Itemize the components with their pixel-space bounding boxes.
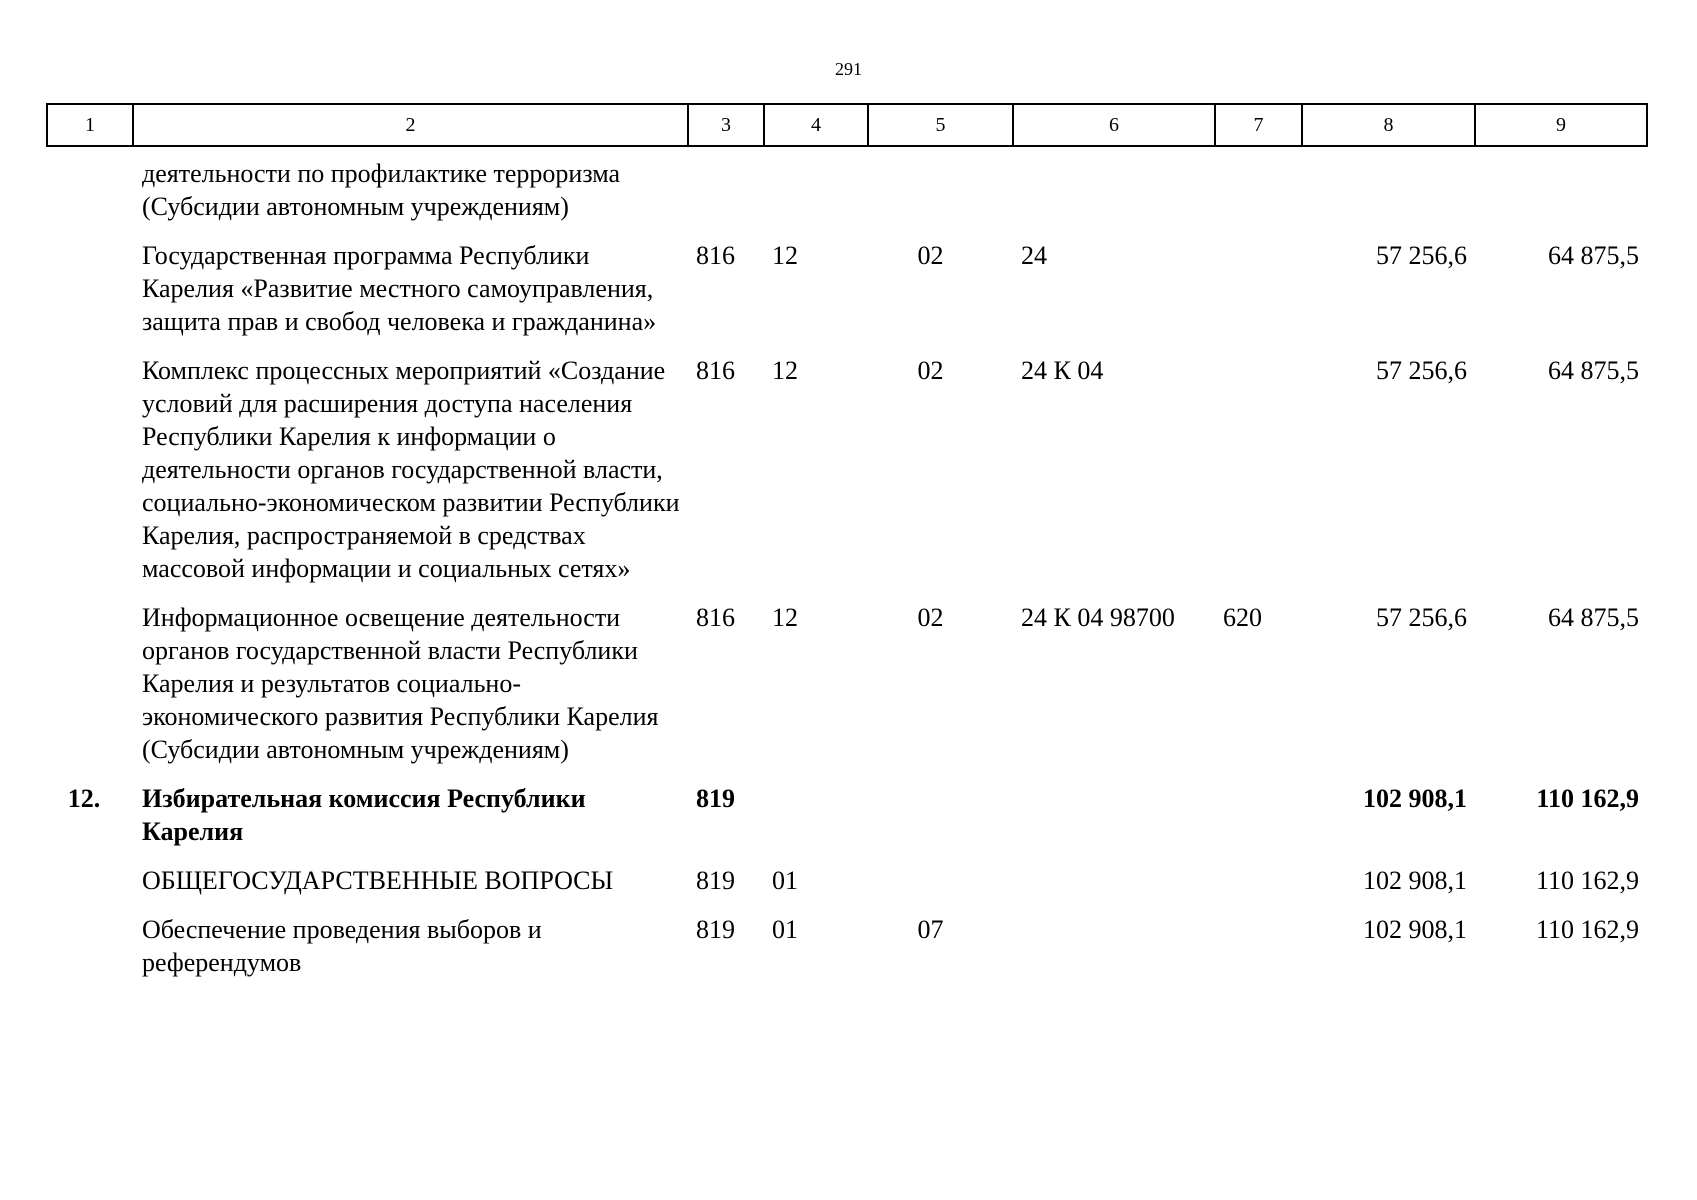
chapter-code: 816 [696, 356, 735, 385]
target-item-code: 24 К 04 98700 [1021, 603, 1175, 632]
subsection-code [868, 146, 1013, 239]
column-number-header [47, 104, 1647, 146]
amount-col-9 [1475, 146, 1647, 239]
row-name: деятельности по профилактике терроризма (Субсидии автономным учреждениям) [142, 159, 621, 221]
chapter-code: 816 [696, 241, 735, 270]
page-number: 291 [835, 59, 862, 79]
amount-col-8: 57 256,6 [1376, 603, 1467, 632]
amount-col-9: 110 162,9 [1535, 866, 1639, 895]
amount-col-8: 57 256,6 [1376, 241, 1467, 270]
row-number [47, 864, 133, 913]
section-code [764, 146, 868, 239]
amount-col-9: 64 875,5 [1548, 356, 1639, 385]
table-row [47, 913, 1647, 995]
target-item-code: 24 [1021, 241, 1047, 270]
expense-type-code [1215, 146, 1302, 239]
row-name: Комплекс процессных мероприятий «Создание условий для расширения доступа населения Республики Карелия к информации о деятельности органов государственной власти, социально-экономическом развитии Республики Карелия, распространяемой в средствах массовой информации и социальных сетях» [142, 356, 680, 583]
section-code: 01 [772, 915, 798, 944]
amount-col-9: 110 162,9 [1535, 915, 1639, 944]
chapter-code [688, 146, 764, 239]
subsection-code [868, 864, 1013, 913]
target-item-code [1013, 782, 1215, 864]
subsection-code: 02 [917, 356, 944, 385]
table-row [47, 782, 1647, 864]
expense-type-code [1215, 864, 1302, 913]
row-number [47, 913, 133, 995]
amount-col-8: 57 256,6 [1376, 356, 1467, 385]
table-row [47, 601, 1647, 782]
section-code: 12 [772, 603, 798, 632]
amount-col-8: 102 908,1 [1363, 915, 1467, 944]
row-name: Государственная программа Республики Карелия «Развитие местного самоуправления, защита прав и свобод человека и гражданина» [142, 241, 657, 336]
header-col-5: 5 [868, 104, 1013, 146]
row-number [47, 354, 133, 601]
table-row [47, 146, 1647, 239]
header-col-4: 4 [764, 104, 868, 146]
subsection-code: 02 [917, 603, 944, 632]
target-item-code: 24 К 04 [1021, 356, 1104, 385]
header-col-9: 9 [1475, 104, 1647, 146]
header-col-3: 3 [688, 104, 764, 146]
header-col-1: 1 [47, 104, 133, 146]
table-body [47, 146, 1647, 995]
amount-col-8 [1302, 146, 1475, 239]
target-item-code [1013, 146, 1215, 239]
row-number [47, 146, 133, 239]
header-col-7: 7 [1215, 104, 1302, 146]
target-item-code [1013, 913, 1215, 995]
row-name: ОБЩЕГОСУДАРСТВЕННЫЕ ВОПРОСЫ [142, 866, 614, 895]
section-code: 01 [772, 866, 798, 895]
row-number [47, 601, 133, 782]
amount-col-9: 64 875,5 [1548, 603, 1639, 632]
expense-type-code [1215, 913, 1302, 995]
budget-table [46, 103, 1648, 995]
chapter-code: 819 [696, 915, 735, 944]
amount-col-8: 102 908,1 [1363, 866, 1467, 895]
header-col-2: 2 [133, 104, 688, 146]
expense-type-code [1215, 782, 1302, 864]
amount-col-9: 64 875,5 [1548, 241, 1639, 270]
subsection-code: 07 [917, 915, 944, 944]
row-name: Информационное освещение деятельности органов государственной власти Республики Карелия и результатов социально-экономического развития Республики Карелия (Субсидии автономным учреждениям) [142, 603, 659, 764]
section-code [764, 782, 868, 864]
row-number: 12. [67, 784, 101, 813]
row-name: Избирательная комиссия Республики Карелия [142, 784, 586, 846]
table-row [47, 864, 1647, 913]
subsection-code: 02 [917, 241, 944, 270]
subsection-code [868, 782, 1013, 864]
header-col-8: 8 [1302, 104, 1475, 146]
table-row [47, 239, 1647, 354]
expense-type-code [1215, 354, 1302, 601]
table-row [47, 354, 1647, 601]
expense-type-code [1215, 239, 1302, 354]
target-item-code [1013, 864, 1215, 913]
expense-type-code: 620 [1223, 603, 1262, 632]
section-code: 12 [772, 356, 798, 385]
row-name: Обеспечение проведения выборов и референдумов [142, 915, 542, 977]
amount-col-8: 102 908,1 [1363, 784, 1467, 813]
amount-col-9: 110 162,9 [1536, 784, 1639, 813]
chapter-code: 819 [696, 784, 735, 813]
chapter-code: 816 [696, 603, 735, 632]
section-code: 12 [772, 241, 798, 270]
row-number [47, 239, 133, 354]
chapter-code: 819 [696, 866, 735, 895]
header-col-6: 6 [1013, 104, 1215, 146]
